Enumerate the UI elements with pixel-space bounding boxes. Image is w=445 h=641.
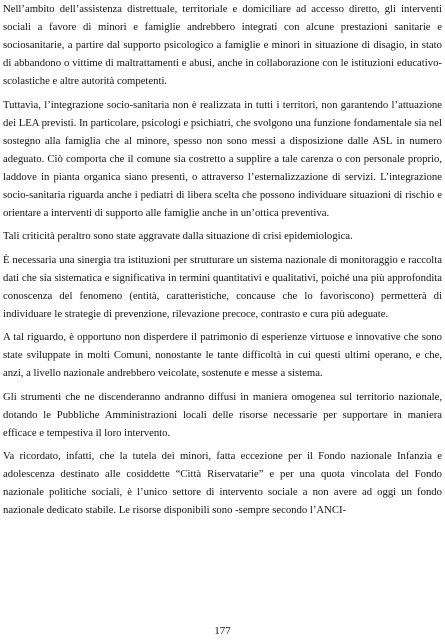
paragraph-7: Va ricordato, infatti, che la tutela dei minori, fatta eccezione per il Fondo nazionale Infanzia e adolescenza destinato alle cosiddette “Città Riservatarie” e per una quota vincolata del Fondo nazionale politiche sociali, è l’unico settore di intervento sociale a non avere ad oggi un fondo nazionale dedicato stabile. Le risorse disponibili sono -sempre secondo l’ANCI- [3,450,442,516]
paragraph-2: Tuttavia, l’integrazione socio-sanitaria non è realizzata in tutti i territori, non garantendo l’attuazione dei LEA previsti. In particolare, psicologi e psichiatri, che svolgono una funzione fondamentale sia nel sostegno alla famiglia che al minore, spesso non sono messi a disposizione dalle ASL in numero adeguato. Ciò comporta che il comune sia costretto a supplire a tale carenza o con personale proprio, laddove in pianta organica siano presenti, o attraverso l’esternalizzazione di servizi. L’integrazione socio-sanitaria riguarda anche i pediatri di libera scelta che possono individuare situazioni di rischio e orientare a interventi di supporto alle famiglie anche in un’ottica preventiva. [3,98,442,219]
body-text [3,0,442,525]
page-number: 177 [214,625,231,637]
paragraph-5: A tal riguardo, è opportuno non disperdere il patrimonio di esperienze virtuose e innovative che sono state sviluppate in molti Comuni, nonostante le tante difficoltà in cui questi ultimi operano, e che, anzi, a livello nazionale andrebbero veicolate, sostenute e messe a sistema. [3,331,442,379]
paragraph-4: È necessaria una sinergia tra istituzioni per strutturare un sistema nazionale di monitoraggio e raccolta dati che sia sistematica e significativa in termini quantitativi e qualitativi, poiché una più approfondita conoscenza del fenomeno (entità, caratteristiche, concause che lo favoriscono) permetterà di individuare le strategie di prevenzione, rilevazione precoce, contrasto e cura più adeguate. [3,253,442,320]
paragraph-6: Gli strumenti che ne discenderanno andranno diffusi in maniera omogenea sul territorio nazionale, dotando le Pubbliche Amministrazioni locali delle risorse necessarie per supportare in maniera efficace e tempestiva il loro intervento. [3,390,442,439]
paragraph-1: Nell’ambito dell’assistenza distrettuale, territoriale e domiciliare ad accesso diretto, gli interventi sociali a favore di minori e famiglie andrebbero integrati con alcune prestazioni sanitarie e sociosanitarie, a partire dal supporto psicologico a famiglie e minori in situazione di disagio, in stato di abbandono o vittime di maltrattamenti e abusi, anche in collaborazione con le istituzioni educativo-scolastiche e altre autorità competenti. [3,3,442,87]
paragraph-3: Tali criticità peraltro sono state aggravate dalla situazione di crisi epidemiologica. [3,230,353,242]
